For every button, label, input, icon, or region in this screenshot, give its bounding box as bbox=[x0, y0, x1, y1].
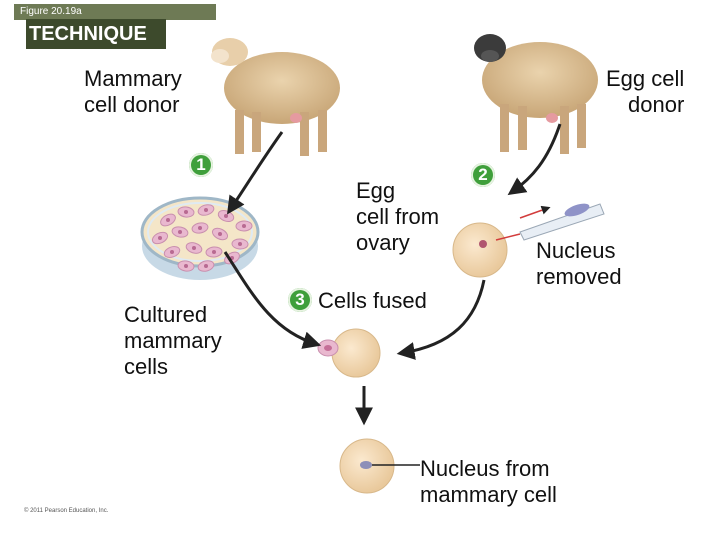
label-cells-fused: Cells fused bbox=[318, 288, 427, 313]
reconstructed-egg bbox=[340, 439, 420, 493]
label-egg-donor bbox=[606, 66, 684, 118]
label-cultured-line3: cells bbox=[124, 354, 169, 379]
mammary-cell-nucleus bbox=[178, 230, 182, 234]
figure-label: Figure 20.19a bbox=[14, 4, 216, 20]
label-cultured-line2: mammary bbox=[124, 328, 222, 353]
mammary-cell-nucleus bbox=[166, 218, 170, 222]
label-nucleus-removed-line2: removed bbox=[536, 264, 622, 289]
copyright-notice: © 2011 Pearson Education, Inc. bbox=[24, 508, 109, 514]
egg-cell-from-ovary bbox=[453, 223, 507, 277]
label-egg-from-ovary bbox=[356, 178, 439, 256]
label-nucleus-from-line2: mammary cell bbox=[420, 482, 557, 507]
label-mammary-donor-line1: Mammary bbox=[84, 66, 182, 91]
heading-technique: TECHNIQUE bbox=[26, 19, 166, 49]
egg-donor-sheep bbox=[474, 34, 598, 154]
label-nucleus-from-line1: Nucleus from bbox=[420, 456, 550, 481]
label-cultured-cells bbox=[124, 302, 222, 380]
label-cultured-line1: Cultured bbox=[124, 302, 208, 327]
mammary-cell-nucleus bbox=[192, 246, 196, 250]
label-egg-line3: ovary bbox=[356, 230, 410, 255]
step-2-badge: 2 bbox=[471, 163, 495, 187]
arrow-pipette bbox=[520, 208, 548, 218]
step-3-badge: 3 bbox=[288, 288, 312, 312]
mammary-cell-nucleus bbox=[204, 264, 208, 268]
label-egg-line1: Egg bbox=[356, 178, 396, 203]
fused-cells bbox=[318, 329, 380, 377]
step-1-badge: 1 bbox=[189, 153, 213, 177]
mammary-cell-nucleus bbox=[184, 264, 188, 268]
mammary-cell-nucleus bbox=[218, 232, 222, 236]
label-nucleus-from-mammary bbox=[420, 456, 557, 508]
label-egg-line2: cell from bbox=[356, 204, 440, 229]
mammary-cell-nucleus bbox=[158, 236, 162, 240]
mammary-cell-nucleus bbox=[204, 208, 208, 212]
mammary-cell-nucleus bbox=[238, 242, 242, 246]
mammary-cell-nucleus bbox=[212, 250, 216, 254]
label-mammary-donor bbox=[84, 66, 182, 118]
label-mammary-donor-line2: cell donor bbox=[84, 92, 180, 117]
label-nucleus-removed-line1: Nucleus bbox=[536, 238, 616, 263]
label-nucleus-removed bbox=[536, 238, 622, 290]
label-egg-donor-line2: donor bbox=[628, 92, 685, 117]
egg-nucleus-dot bbox=[479, 240, 487, 248]
mammary-cell-nucleus bbox=[224, 214, 228, 218]
mammary-cell-nucleus bbox=[184, 210, 188, 214]
mammary-cell-nucleus bbox=[242, 224, 246, 228]
mammary-cell-nucleus bbox=[170, 250, 174, 254]
micropipette bbox=[496, 201, 604, 240]
mammary-donor-sheep bbox=[211, 38, 340, 156]
label-egg-donor-line1: Egg cell bbox=[606, 66, 685, 91]
mammary-cell-nucleus bbox=[198, 226, 202, 230]
